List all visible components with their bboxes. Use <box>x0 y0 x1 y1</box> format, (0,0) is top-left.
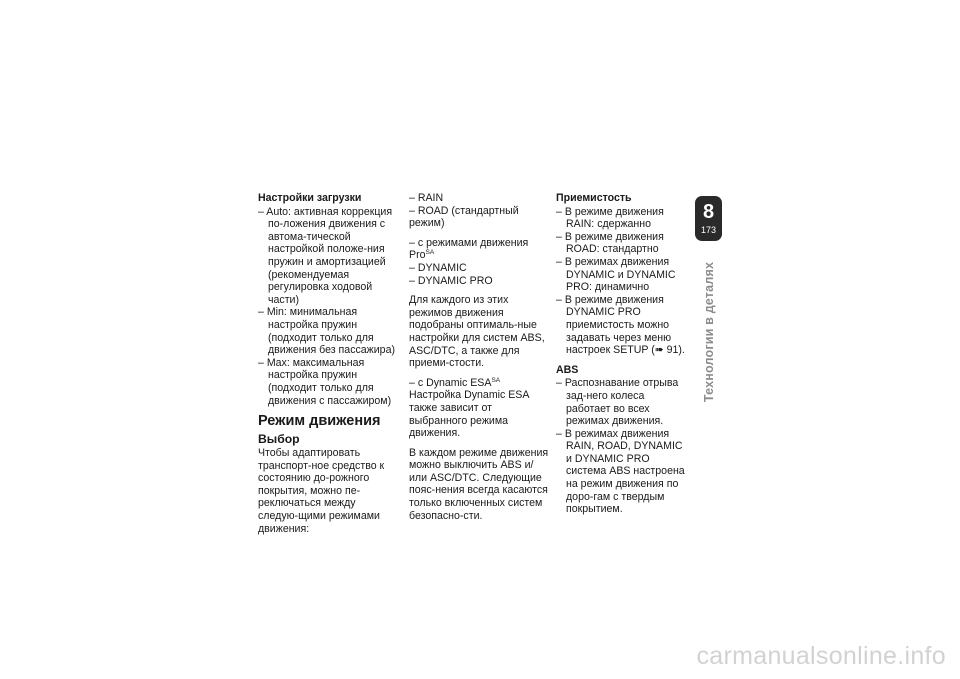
paragraph: В каждом режиме движения можно выключить ABS и/или ASC/DTC. Следующие пояс-нения всегда касаются только включенных систем безопасно-сти. <box>409 446 549 522</box>
list-item: – Max: максимальная настройка пружин (подходит только для движения с пассажиром) <box>258 356 392 407</box>
page-number: 173 <box>700 225 717 235</box>
list-item: – В режимах движения RAIN, ROAD, DYNAMIC и DYNAMIC PRO система ABS настроена на режим движения по доро-гам с твердым покрытием. <box>556 427 685 516</box>
esa-option-text: – с Dynamic ESA <box>409 376 492 389</box>
spacer <box>409 370 549 377</box>
column-3 <box>556 192 686 516</box>
watermark: carmanualsonline.info <box>696 642 946 670</box>
section-title: Режим движения <box>258 413 381 430</box>
load-settings-heading: Настройки загрузки <box>258 192 362 204</box>
pro-option-sup: SA <box>425 249 435 257</box>
subsection-title: Выбор <box>258 432 300 447</box>
pro-option-text: – с режимами движения Pro <box>409 236 529 262</box>
column-1 <box>258 192 398 535</box>
chapter-side-label <box>690 252 728 412</box>
column-2 <box>409 192 549 522</box>
list-item: – DYNAMIC <box>409 261 467 274</box>
spacer <box>556 357 686 364</box>
abs-heading: ABS <box>556 363 579 376</box>
list-item: – DYNAMIC PRO <box>409 274 493 287</box>
paragraph: Для каждого из этих режимов движения подобраны оптималь-ные настройки для систем ABS, ASC/DTC, а также для приеми-стости. <box>409 294 545 370</box>
throttle-heading: Приемистость <box>556 192 632 204</box>
list-item: – В режиме движения RAIN: сдержанно <box>556 205 664 231</box>
chapter-title: Технологии в деталях <box>702 261 716 403</box>
spacer <box>409 230 549 237</box>
list-item: – В режиме движения DYNAMIC PRO приемистость можно задавать через меню настроек SETUP (➠ 91). <box>556 293 685 357</box>
list-item: – Min: минимальная настройка пружин (подходит только для движения без пассажира) <box>258 306 395 357</box>
list-item: – Auto: активная коррекция по-ложения движения с автома-тической настройкой положе-ния пружин и амортизацией (рекомендуемая регулировка ходовой части) <box>258 205 393 306</box>
chapter-number: 8 <box>702 201 715 223</box>
list-item: – ROAD (стандартный режим) <box>409 204 519 230</box>
esa-option-sup: SA <box>491 376 501 384</box>
pro-option-line <box>409 237 549 262</box>
list-item: – В режимах движения DYNAMIC и DYNAMIC PRO: динамично <box>556 255 676 294</box>
paragraph: Настройка Dynamic ESA также зависит от выбранного режима движения. <box>409 389 529 440</box>
esa-option-line <box>409 377 549 390</box>
spacer <box>409 440 549 447</box>
list-item: – В режиме движения ROAD: стандартно <box>556 230 664 256</box>
chapter-tab <box>695 196 722 241</box>
list-item: – RAIN <box>409 192 444 204</box>
paragraph: Чтобы адаптировать транспорт-ное средство к состоянию до-рожного покрытия, можно пе-реключаться между следую-щими режимами движения: <box>258 447 385 535</box>
list-item: – Распознавание отрыва зад-него колеса работает во всех режимах движения. <box>556 377 679 428</box>
spacer <box>409 287 549 294</box>
